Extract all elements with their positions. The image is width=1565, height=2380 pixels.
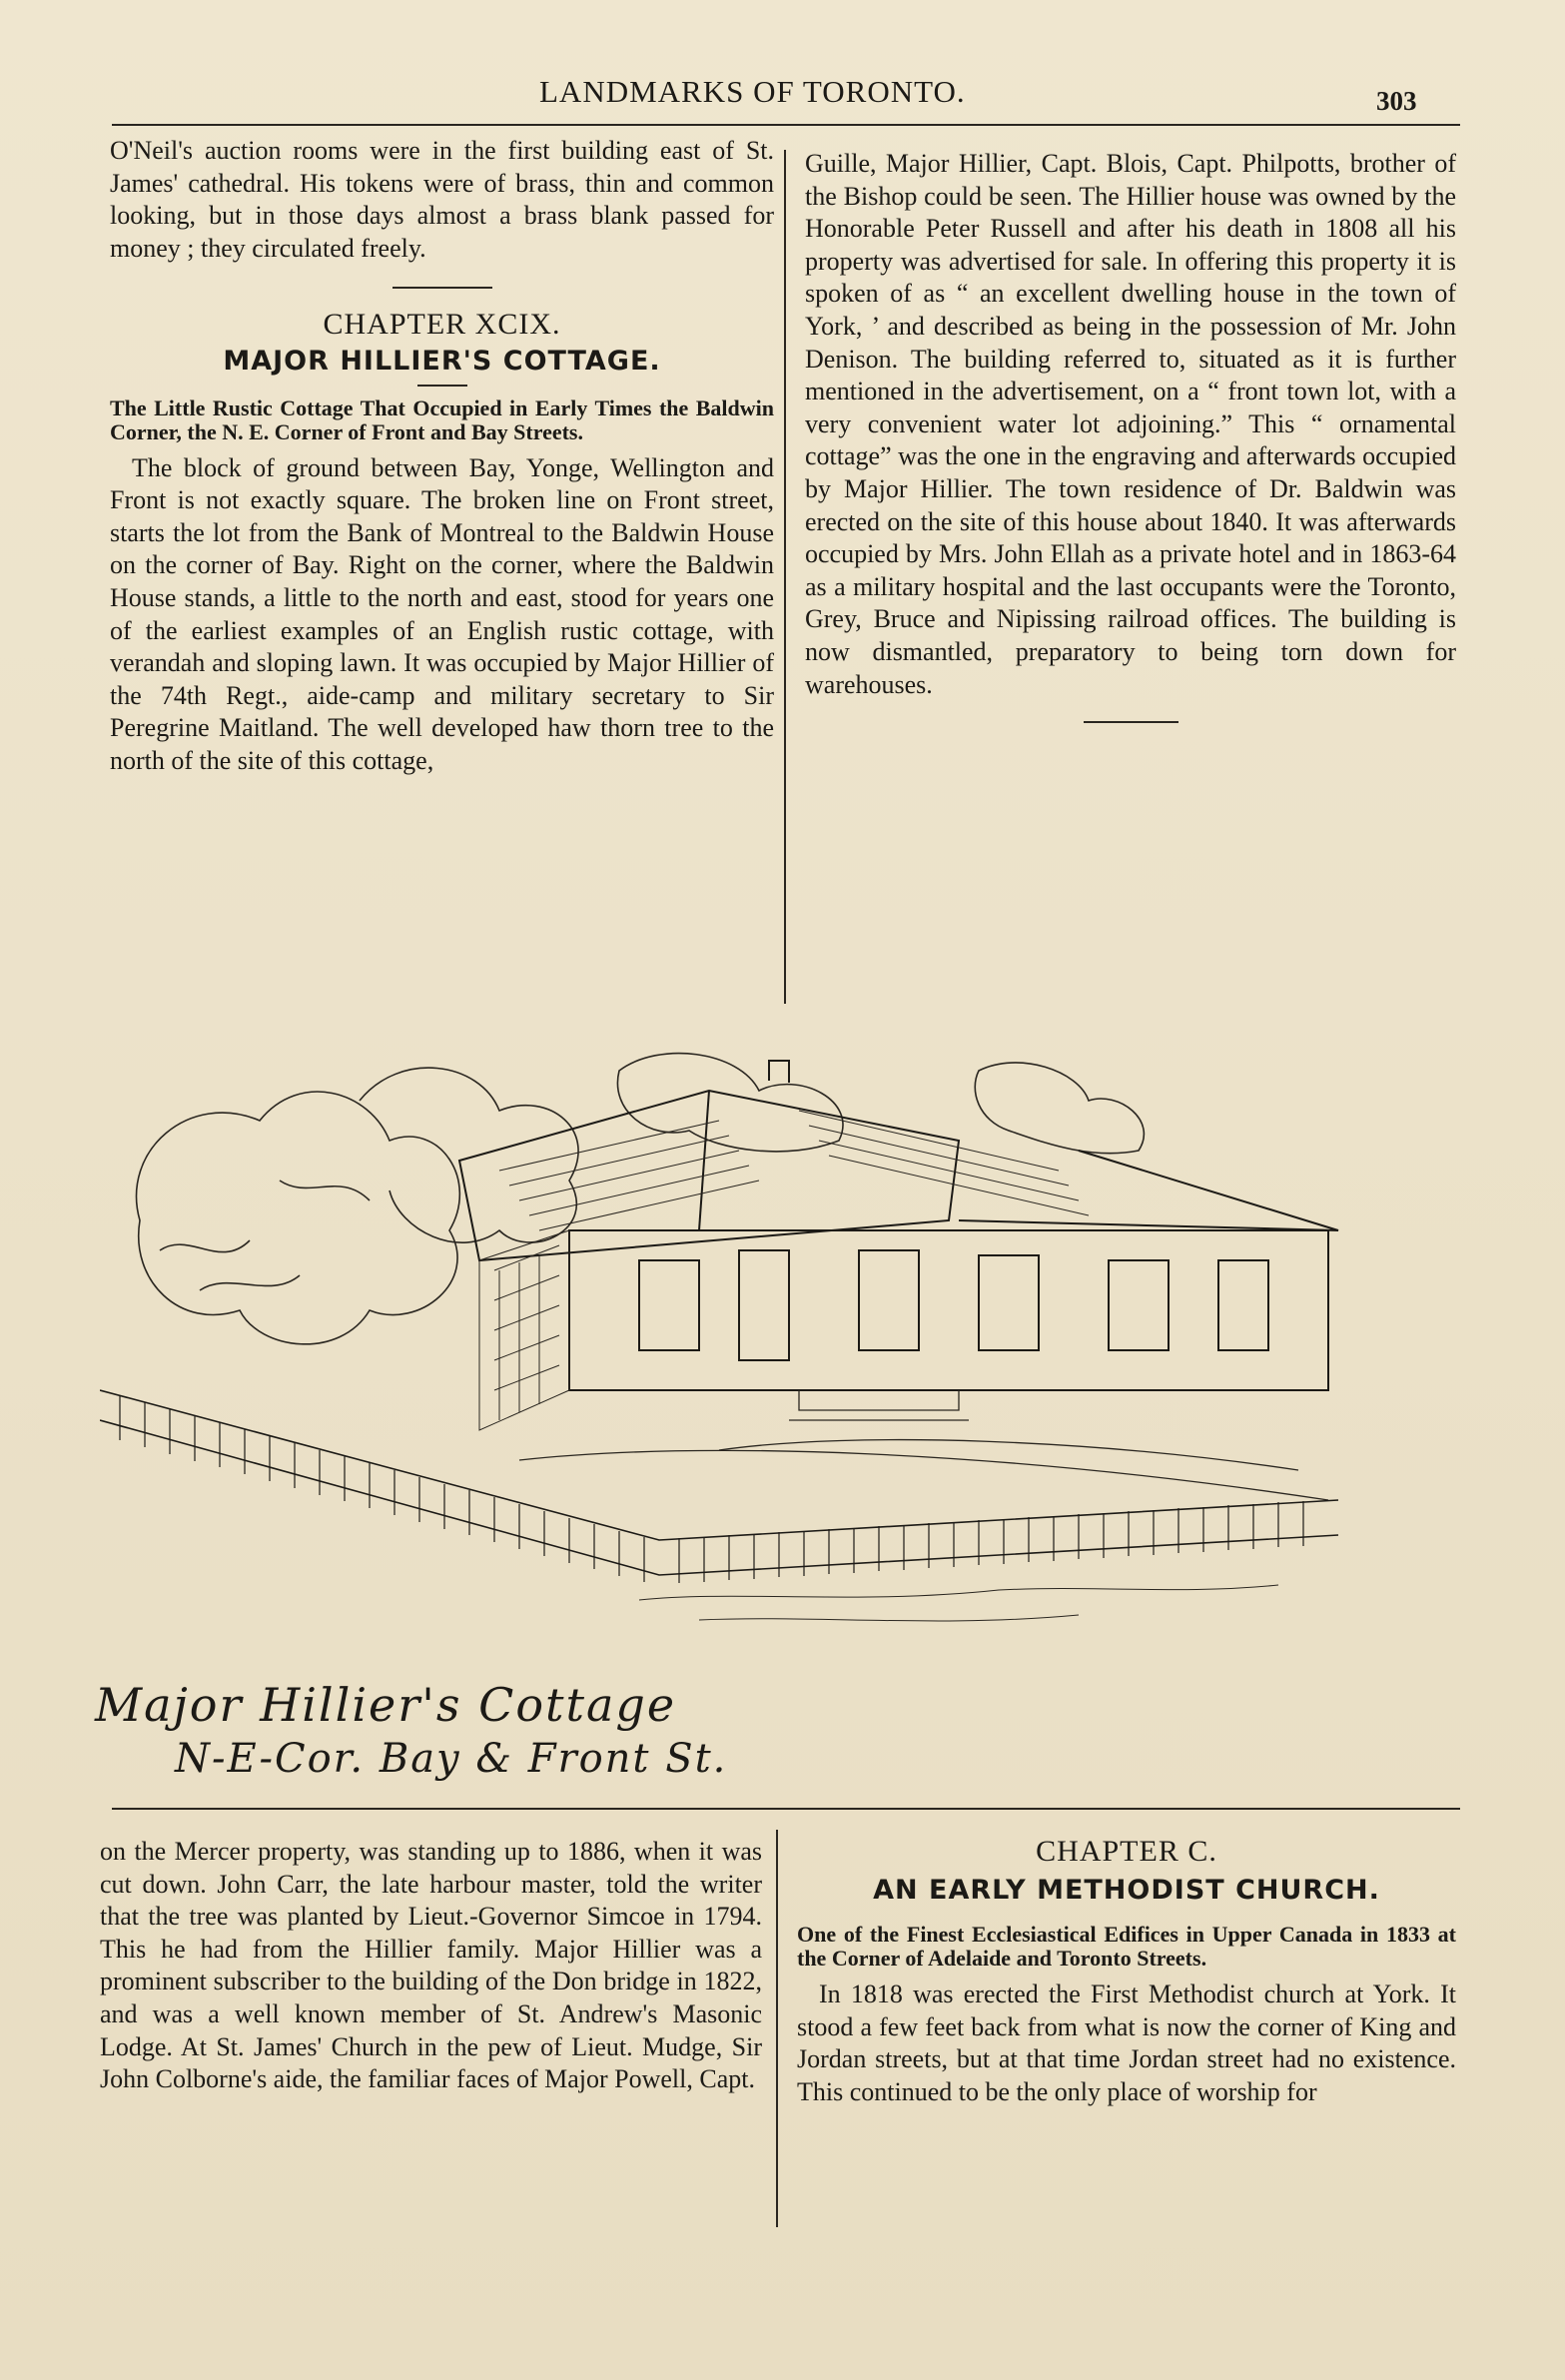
illustration-bottom-rule — [112, 1808, 1460, 1810]
section-separator — [1084, 721, 1178, 723]
right-column-bottom — [797, 1836, 1456, 2109]
page-number: 303 — [1376, 86, 1417, 116]
chapter-subheading: One of the Finest Ecclesiastical Edifices in Upper Canada in 1833 at the Corner of Adelaide and Toronto Streets. — [797, 1922, 1456, 1972]
section-separator — [392, 287, 492, 289]
title-rule — [417, 385, 467, 387]
body-paragraph: The block of ground between Bay, Yonge, Wellington and Front is not exactly square. The broken line on Front street, starts the lot from the Bank of Montreal to the Baldwin House on the corner of Bay. Right on the corner, where the Baldwin House stands, a little to the north and east, stood for years one of the earliest examples of an English rustic cottage, with verandah and sloping lawn. It was occupied by Major Hillier of the 74th Regt., aide-camp and military secretary to Sir Peregrine Maitland. The well developed haw thorn tree to the north of the site of this cottage, — [110, 452, 774, 775]
chapter-subheading: The Little Rustic Cottage That Occupied in Early Times the Baldwin Corner, the N. E. Corner of Front and Bay Streets. — [110, 395, 774, 444]
chapter-number: CHAPTER C. — [1036, 1835, 1217, 1868]
body-paragraph: on the Mercer property, was standing up to 1886, when it was cut down. John Carr, the late harbour master, told the writer that the tree was planted by Lieut.-Governor Simcoe in 1794. This he had from the Hillier family. Major Hillier was a prominent subscriber to the building of the Don bridge in 1822, and was a well known member of St. Andrew's Masonic Lodge. At St. James' Church in the pew of Lieut. Mudge, Sir John Colborne's aide, the familiar faces of Major Powell, Capt. — [100, 1837, 762, 2094]
right-column-top — [805, 148, 1456, 723]
body-paragraph: Guille, Major Hillier, Capt. Blois, Capt. Philpotts, brother of the Bishop could be seen. The Hillier house was owned by the Honorable Peter Russell and after his death in 1808 all his property was advertised for sale. In offering this property it is spoken of as “ an excellent dwelling house in the town of York, ’ and described as being in the possession of Mr. John Denison. The building referred to, situated as it is further mentioned in the advertisement, on a “ front town lot, with a very convenient water lot adjoining.” This “ ornamental cottage” was the one in the engraving and afterwards occupied by Major Hillier. The town residence of Dr. Baldwin was erected on the site of this house about 1840. It was afterwards occupied by Mrs. John Ellah as a private hotel and in 1863-64 as a military hospital and the last occupants were the Toronto, Grey, Bruce and Nipissing railroad offices. The building is now dismantled, preparatory to being torn down for warehouses. — [805, 149, 1456, 699]
running-title: LANDMARKS OF TORONTO. — [539, 74, 966, 109]
illustration-caption-location: N-E-Cor. Bay & Front St. — [175, 1736, 728, 1782]
chapter-title: MAJOR HILLIER'S COTTAGE. — [223, 345, 661, 377]
header-rule — [112, 124, 1460, 126]
left-column-top — [110, 135, 774, 778]
column-divider-bottom — [776, 1830, 778, 2227]
continued-paragraph: O'Neil's auction rooms were in the first building east of St. James' cathedral. His tokens were of brass, thin and common looking, but in those days almost a brass blank passed for money ; they circulated freely. — [110, 136, 774, 263]
chapter-number: CHAPTER XCIX. — [323, 308, 561, 342]
column-divider-top — [784, 150, 786, 1004]
chapter-title: AN EARLY METHODIST CHURCH. — [873, 1874, 1380, 1906]
left-column-bottom — [100, 1836, 762, 2096]
body-paragraph: In 1818 was erected the First Methodist church at York. It stood a few feet back from what is now the corner of King and Jordan streets, but at that time Jordan street had no existence. This continued to be the only place of worship for — [797, 1980, 1456, 2106]
illustration-caption-title: Major Hillier's Cottage — [95, 1678, 677, 1732]
